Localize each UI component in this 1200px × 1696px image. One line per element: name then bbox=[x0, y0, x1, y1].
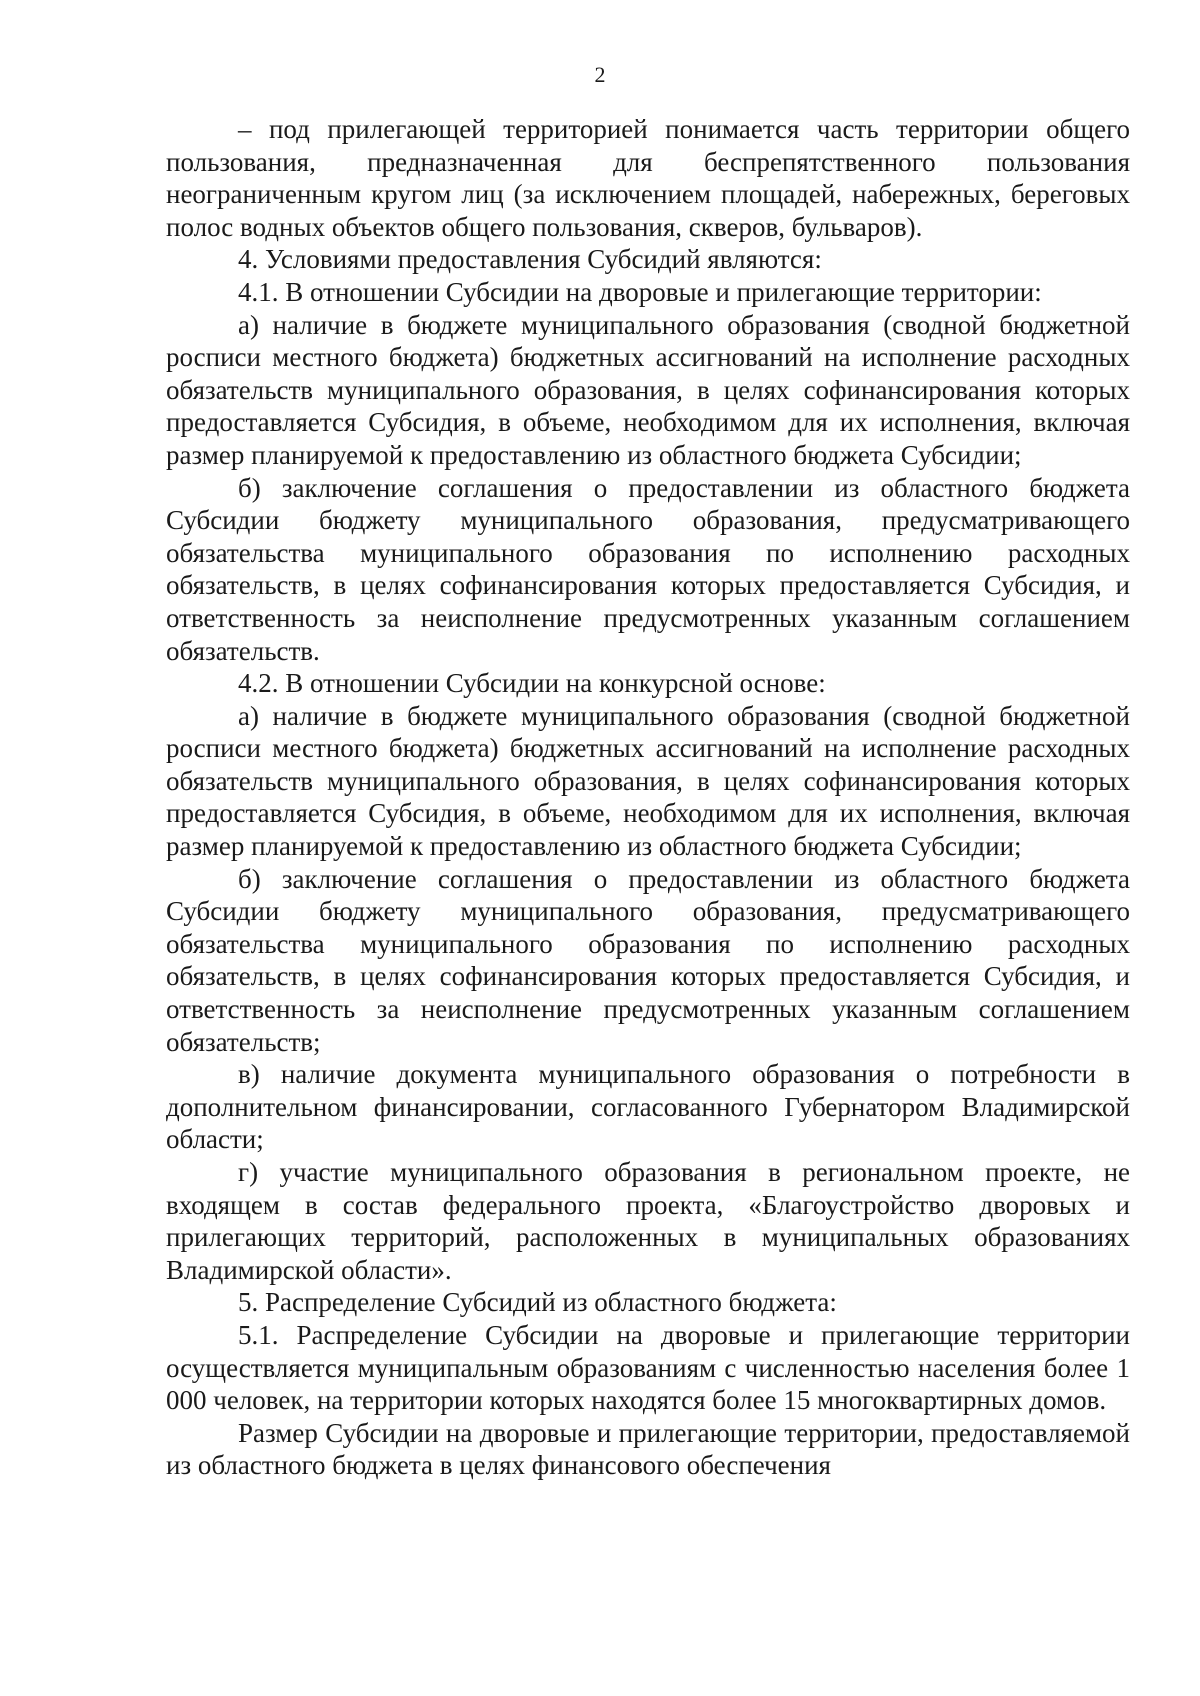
paragraph-4-2-g: г) участие муниципального образования в региональном проекте, не входящем в состав федерального проекта, «Благоустройство дворовых и прилегающих территорий, расположенных в муниципальных образованиях Владимирской области». bbox=[166, 1157, 1130, 1285]
paragraph-4-1-b: б) заключение соглашения о предоставлении из областного бюджета Субсидии бюджету муниципального образования, предусматривающего обязательства муниципального образования по исполнению расходных обязательств, в целях софинансирования которых предоставляется Субсидия, и ответственность за неисполнение предусмотренных указанным соглашением обязательств. bbox=[166, 472, 1130, 666]
paragraph-5-1: 5.1. Распределение Субсидии на дворовые и прилегающие территории осуществляется муниципальным образованиям с численностью населения более 1 000 человек, на территории которых находятся более 15 многоквартирных домов. bbox=[166, 1319, 1130, 1416]
paragraph-adjacent-territory-definition: – под прилегающей территорией понимается часть территории общего пользования, предназначенная для беспрепятственного пользования неограниченным кругом лиц (за исключением площадей, набережных, береговых полос водных объектов общего пользования, скверов, бульваров). bbox=[166, 114, 1130, 242]
paragraph-4-2-a: а) наличие в бюджете муниципального образования (сводной бюджетной росписи местного бюджета) бюджетных ассигнований на исполнение расходных обязательств муниципального образования, в целях софинансирования которых предоставляется Субсидия, в объеме, необходимом для их исполнения, включая размер планируемой к предоставлению из областного бюджета Субсидии; bbox=[166, 700, 1130, 862]
paragraph-section-4-2-heading: 4.2. В отношении Субсидии на конкурсной основе: bbox=[238, 668, 826, 699]
paragraph-4-1-a: а) наличие в бюджете муниципального образования (сводной бюджетной росписи местного бюджета) бюджетных ассигнований на исполнение расходных обязательств муниципального образования, в целях софинансирования которых предоставляется Субсидия, в объеме, необходимом для их исполнения, включая размер планируемой к предоставлению из областного бюджета Субсидии; bbox=[166, 309, 1130, 470]
paragraph-4-2-v: в) наличие документа муниципального образования о потребности в дополнительном финансировании, согласованного Губернатором Владимирской области; bbox=[166, 1059, 1130, 1155]
paragraph-subsidy-size: Размер Субсидии на дворовые и прилегающие территории, предоставляемой из областного бюджета в целях финансового обеспечения bbox=[166, 1417, 1130, 1481]
paragraph-section-4-heading: 4. Условиями предоставления Субсидий являются: bbox=[238, 244, 822, 275]
document-body bbox=[166, 113, 1130, 1482]
page-number: 2 bbox=[594, 62, 606, 87]
paragraph-section-5-heading: 5. Распределение Субсидий из областного бюджета: bbox=[238, 1287, 837, 1318]
paragraph-4-2-b: б) заключение соглашения о предоставлении из областного бюджета Субсидии бюджету муниципального образования, предусматривающего обязательства муниципального образования по исполнению расходных обязательств, в целях софинансирования которых предоставляется Субсидия, и ответственность за неисполнение предусмотренных указанным соглашением обязательств; bbox=[166, 863, 1130, 1057]
paragraph-section-4-1-heading: 4.1. В отношении Субсидии на дворовые и прилегающие территории: bbox=[238, 276, 1042, 307]
